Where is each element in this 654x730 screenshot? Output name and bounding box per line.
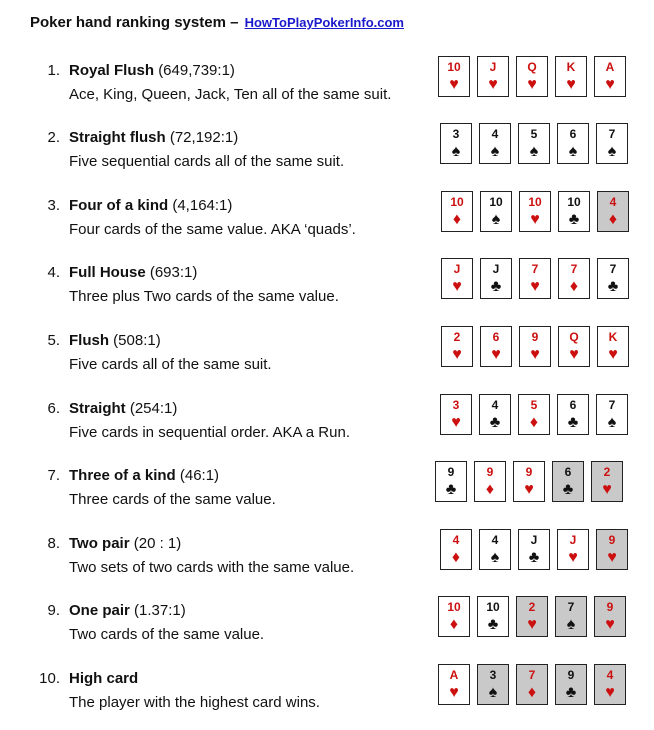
- card-rank: 9: [567, 668, 575, 682]
- suit-icon: ♣: [487, 616, 499, 633]
- hand-name-line: [69, 264, 197, 281]
- playing-card: [477, 596, 509, 637]
- hand-rank-number: 9.: [47, 602, 60, 619]
- playing-card: [480, 258, 512, 299]
- card-rank: 4: [491, 533, 499, 547]
- hand-row: [0, 602, 654, 662]
- suit-icon: ♦: [529, 414, 539, 431]
- suit-icon: ♣: [528, 549, 540, 566]
- hand-description: Five cards in sequential order. AKA a Run.: [69, 424, 350, 441]
- hand-rank-number: 4.: [47, 264, 60, 281]
- hand-odds: (254:1): [129, 400, 178, 417]
- card-rank: A: [449, 668, 459, 682]
- playing-card: [516, 664, 548, 705]
- playing-card: [558, 258, 590, 299]
- card-rank: Q: [527, 60, 537, 74]
- playing-card: [552, 461, 584, 502]
- hand-odds: (20 : 1): [133, 535, 182, 552]
- hand-rank-number: 5.: [47, 332, 60, 349]
- card-rank: 3: [452, 398, 460, 412]
- playing-card: [594, 664, 626, 705]
- hand-description: Five cards all of the same suit.: [69, 356, 272, 373]
- card-rank: 10: [486, 600, 500, 614]
- hand-rank-number: 3.: [47, 197, 60, 214]
- suit-icon: ♣: [568, 211, 580, 228]
- hand-name-line: [69, 400, 177, 417]
- suit-icon: ♥: [602, 481, 612, 498]
- card-rank: 4: [606, 668, 614, 682]
- card-rank: 4: [491, 398, 499, 412]
- card-rank: 9: [606, 600, 614, 614]
- hand-name-line: [69, 129, 238, 146]
- card-rank: 6: [564, 465, 572, 479]
- card-rank: 10: [447, 600, 461, 614]
- card-rank: 7: [609, 262, 617, 276]
- suit-icon: ♥: [488, 76, 498, 93]
- playing-card: [597, 326, 629, 367]
- playing-card: [440, 394, 472, 435]
- hand-description: Four cards of the same value. AKA ‘quads’.: [69, 221, 356, 238]
- card-rank: 7: [531, 262, 539, 276]
- playing-card: [474, 461, 506, 502]
- hand-odds: (693:1): [149, 264, 198, 281]
- suit-icon: ♠: [490, 143, 500, 160]
- suit-icon: ♥: [452, 278, 462, 295]
- card-rank: 10: [567, 195, 581, 209]
- site-link[interactable]: HowToPlayPokerInfo.com: [244, 15, 404, 30]
- playing-card: [441, 326, 473, 367]
- card-rank: 4: [452, 533, 460, 547]
- hand-odds: (1.37:1): [134, 602, 186, 619]
- hand-name: Royal Flush: [69, 62, 155, 79]
- card-rank: 10: [450, 195, 464, 209]
- playing-card: [516, 56, 548, 97]
- playing-card: [596, 394, 628, 435]
- hand-name: Two pair: [69, 535, 130, 552]
- playing-card: [558, 191, 590, 232]
- playing-card: [555, 596, 587, 637]
- card-rank: K: [608, 330, 618, 344]
- suit-icon: ♥: [530, 211, 540, 228]
- playing-card: [518, 394, 550, 435]
- suit-icon: ♥: [524, 481, 534, 498]
- card-rank: 9: [608, 533, 616, 547]
- hand-name: Three of a kind: [69, 467, 176, 484]
- suit-icon: ♦: [452, 211, 462, 228]
- suit-icon: ♦: [485, 481, 495, 498]
- hand-name-line: [69, 670, 138, 687]
- playing-card: [594, 596, 626, 637]
- hand-rank-number: 2.: [47, 129, 60, 146]
- card-rank: 7: [528, 668, 536, 682]
- page-title: [30, 14, 404, 31]
- hand-name-line: [69, 332, 161, 349]
- playing-card: [518, 529, 550, 570]
- hand-description: Three cards of the same value.: [69, 491, 276, 508]
- playing-card: [479, 529, 511, 570]
- suit-icon: ♠: [568, 143, 578, 160]
- hand-description: Three plus Two cards of the same value.: [69, 288, 339, 305]
- suit-icon: ♥: [566, 76, 576, 93]
- hand-odds: (72,192:1): [169, 129, 239, 146]
- suit-icon: ♠: [451, 143, 461, 160]
- card-rank: 9: [531, 330, 539, 344]
- suit-icon: ♣: [489, 414, 501, 431]
- playing-card: [438, 56, 470, 97]
- hand-odds: (4,164:1): [172, 197, 233, 214]
- suit-icon: ♥: [491, 346, 501, 363]
- suit-icon: ♥: [605, 76, 615, 93]
- card-rank: 3: [452, 127, 460, 141]
- playing-card: [477, 664, 509, 705]
- card-rank: 9: [525, 465, 533, 479]
- card-rank: K: [566, 60, 576, 74]
- card-rank: 2: [453, 330, 461, 344]
- card-rank: A: [605, 60, 615, 74]
- hand-name-line: [69, 535, 181, 552]
- card-rank: J: [453, 262, 461, 276]
- hand-description: Two cards of the same value.: [69, 626, 265, 643]
- playing-card: [555, 664, 587, 705]
- suit-icon: ♠: [529, 143, 539, 160]
- card-rank: 9: [486, 465, 494, 479]
- hand-row: [0, 467, 654, 527]
- hand-description: The player with the highest card wins.: [69, 694, 320, 711]
- hand-row: [0, 197, 654, 257]
- playing-card: [440, 529, 472, 570]
- hand-row: [0, 264, 654, 324]
- playing-card: [558, 326, 590, 367]
- suit-icon: ♦: [449, 616, 459, 633]
- hand-name: One pair: [69, 602, 130, 619]
- suit-icon: ♥: [569, 346, 579, 363]
- hand-rank-number: 6.: [47, 400, 60, 417]
- hand-name-line: [69, 197, 232, 214]
- hand-rank-number: 1.: [47, 62, 60, 79]
- card-rank: 6: [492, 330, 500, 344]
- suit-icon: ♥: [568, 549, 578, 566]
- suit-icon: ♦: [451, 549, 461, 566]
- hand-rank-number: 10.: [39, 670, 60, 687]
- playing-card: [440, 123, 472, 164]
- playing-card: [597, 191, 629, 232]
- suit-icon: ♥: [607, 549, 617, 566]
- playing-card: [591, 461, 623, 502]
- hand-row: [0, 535, 654, 595]
- suit-icon: ♥: [452, 346, 462, 363]
- playing-card: [441, 258, 473, 299]
- card-rank: 5: [530, 398, 538, 412]
- playing-card: [435, 461, 467, 502]
- card-rank: 3: [489, 668, 497, 682]
- card-rank: 10: [447, 60, 461, 74]
- card-rank: 4: [491, 127, 499, 141]
- playing-card: [596, 529, 628, 570]
- hand-name-line: [69, 602, 186, 619]
- hand-row: [0, 62, 654, 122]
- playing-card: [518, 123, 550, 164]
- card-rank: 2: [528, 600, 536, 614]
- hand-name-line: [69, 62, 235, 79]
- card-rank: 5: [530, 127, 538, 141]
- playing-card: [519, 326, 551, 367]
- card-rank: 2: [603, 465, 611, 479]
- card-rank: 9: [447, 465, 455, 479]
- hand-row: [0, 400, 654, 460]
- card-rank: 6: [569, 398, 577, 412]
- playing-card: [438, 664, 470, 705]
- hand-name: Straight flush: [69, 129, 166, 146]
- suit-icon: ♥: [527, 616, 537, 633]
- suit-icon: ♣: [565, 684, 577, 701]
- card-rank: 7: [570, 262, 578, 276]
- playing-card: [557, 394, 589, 435]
- playing-card: [479, 123, 511, 164]
- card-rank: Q: [569, 330, 579, 344]
- suit-icon: ♠: [488, 684, 498, 701]
- hand-description: Two sets of two cards with the same value.: [69, 559, 355, 576]
- suit-icon: ♣: [445, 481, 457, 498]
- card-rank: 7: [608, 127, 616, 141]
- suit-icon: ♠: [490, 549, 500, 566]
- playing-card: [441, 191, 473, 232]
- playing-card: [477, 56, 509, 97]
- card-rank: 6: [569, 127, 577, 141]
- hand-rank-number: 8.: [47, 535, 60, 552]
- suit-icon: ♠: [607, 414, 617, 431]
- suit-icon: ♦: [569, 278, 579, 295]
- hand-row: [0, 129, 654, 189]
- hand-description: Ace, King, Queen, Jack, Ten all of the same suit.: [69, 86, 392, 103]
- hand-name-line: [69, 467, 219, 484]
- suit-icon: ♠: [607, 143, 617, 160]
- card-rank: 4: [609, 195, 617, 209]
- card-rank: 7: [608, 398, 616, 412]
- suit-icon: ♥: [605, 684, 615, 701]
- hand-row: [0, 332, 654, 392]
- hand-name: High card: [69, 670, 139, 687]
- card-rank: J: [489, 60, 497, 74]
- hand-odds: (649,739:1): [158, 62, 235, 79]
- playing-card: [557, 529, 589, 570]
- playing-card: [519, 258, 551, 299]
- playing-card: [438, 596, 470, 637]
- playing-card: [480, 326, 512, 367]
- playing-card: [479, 394, 511, 435]
- playing-card: [597, 258, 629, 299]
- hand-rank-number: 7.: [47, 467, 60, 484]
- card-rank: J: [492, 262, 500, 276]
- suit-icon: ♥: [449, 76, 459, 93]
- suit-icon: ♥: [451, 414, 461, 431]
- suit-icon: ♥: [449, 684, 459, 701]
- suit-icon: ♥: [530, 346, 540, 363]
- playing-card: [519, 191, 551, 232]
- hand-odds: (46:1): [179, 467, 220, 484]
- card-rank: 7: [567, 600, 575, 614]
- card-rank: 10: [528, 195, 542, 209]
- suit-icon: ♠: [491, 211, 501, 228]
- suit-icon: ♦: [608, 211, 618, 228]
- suit-icon: ♣: [562, 481, 574, 498]
- card-rank: 10: [489, 195, 503, 209]
- suit-icon: ♣: [490, 278, 502, 295]
- suit-icon: ♣: [567, 414, 579, 431]
- card-rank: J: [530, 533, 538, 547]
- playing-card: [557, 123, 589, 164]
- hand-name: Full House: [69, 264, 146, 281]
- suit-icon: ♥: [605, 616, 615, 633]
- hand-name: Flush: [69, 332, 109, 349]
- playing-card: [480, 191, 512, 232]
- card-rank: J: [569, 533, 577, 547]
- suit-icon: ♦: [527, 684, 537, 701]
- suit-icon: ♣: [607, 278, 619, 295]
- playing-card: [516, 596, 548, 637]
- hand-description: Five sequential cards all of the same suit.: [69, 153, 345, 170]
- hand-name: Four of a kind: [69, 197, 169, 214]
- suit-icon: ♥: [530, 278, 540, 295]
- hand-odds: (508:1): [113, 332, 161, 349]
- suit-icon: ♥: [608, 346, 618, 363]
- playing-card: [594, 56, 626, 97]
- playing-card: [513, 461, 545, 502]
- playing-card: [555, 56, 587, 97]
- playing-card: [596, 123, 628, 164]
- suit-icon: ♠: [566, 616, 576, 633]
- hand-row: [0, 670, 654, 730]
- suit-icon: ♥: [527, 76, 537, 93]
- title-text: Poker hand ranking system –: [30, 14, 239, 31]
- hand-name: Straight: [69, 400, 126, 417]
